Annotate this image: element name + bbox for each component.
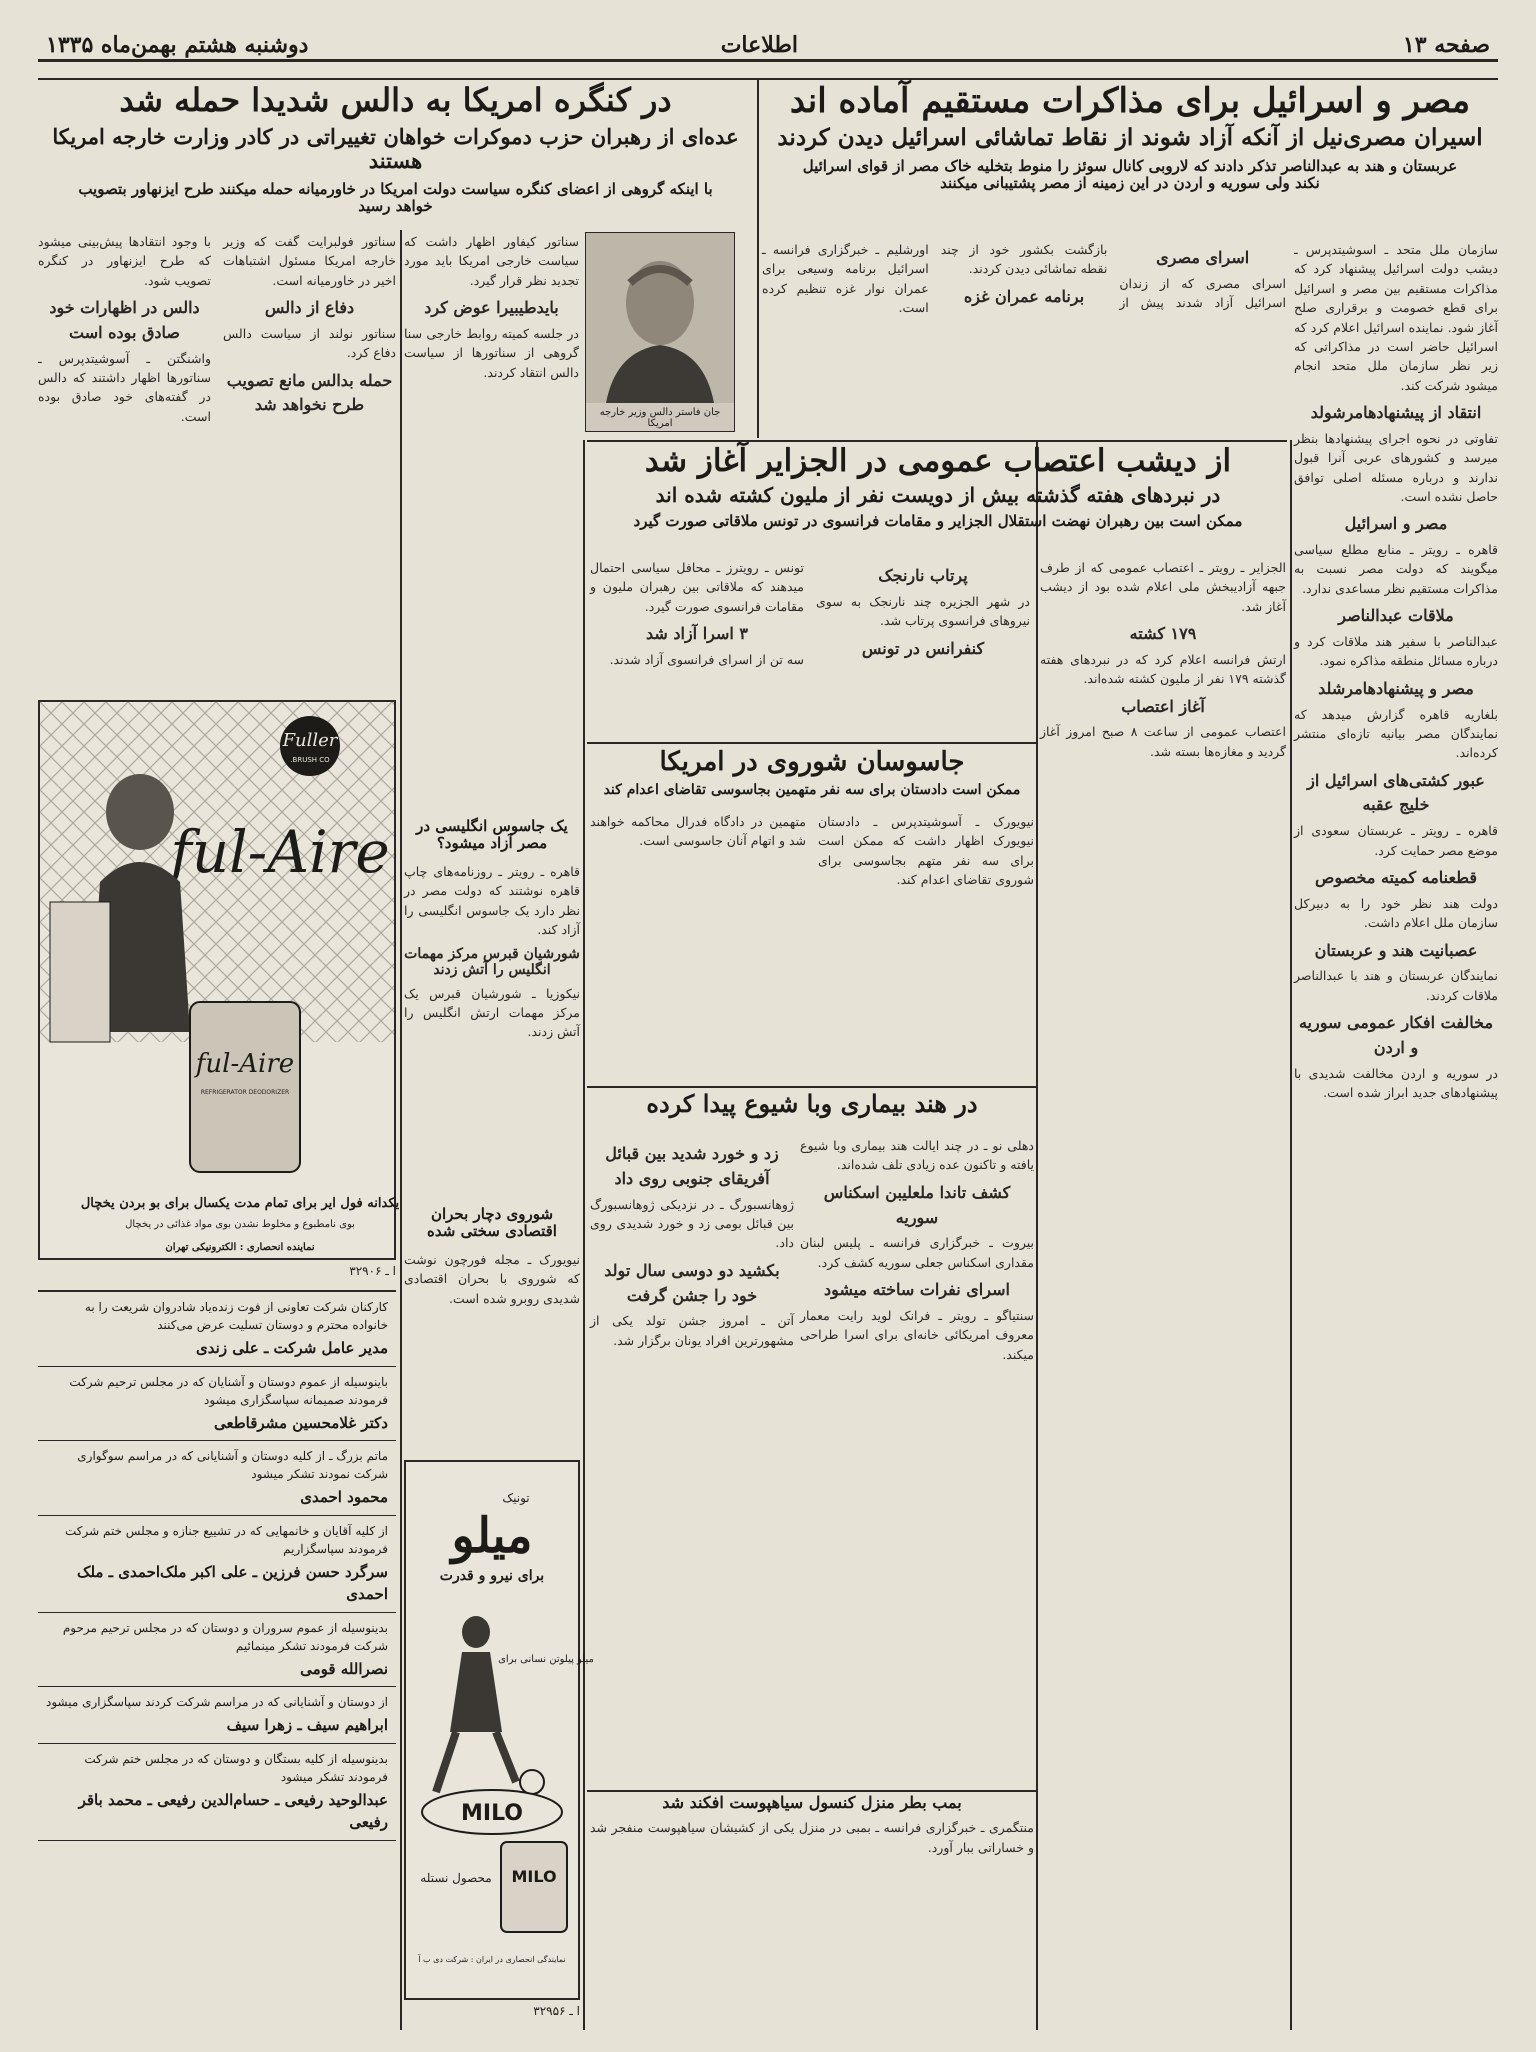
page-number: صفحه ۱۳ — [1402, 32, 1490, 58]
deck: ممکن است بین رهبران نهضت استقلال الجزایر و مقامات فرانسوی در تونس ملاقاتی صورت گیرد — [633, 511, 1243, 530]
story-soviet-head — [404, 1206, 580, 1246]
dulles-photo — [585, 232, 735, 432]
brand-logo: Fuller — [282, 730, 338, 751]
subhead: در نبردهای هفته گذشته بیش از دویست نفر از ملیون کشته شده اند — [655, 482, 1221, 507]
section-head: عصبانیت هند و عربستان — [1314, 940, 1478, 960]
section-head: ۱۷۹ کشته — [1129, 624, 1197, 644]
tagline-2: بوی نامطبوع و مخلوط نشدن بوی مواد غذائی در یخچال — [125, 1219, 355, 1230]
section-head: بایدطیبیرا عوض کرد — [424, 298, 559, 318]
section-head: مصر و اسرائیل — [1344, 514, 1448, 534]
milo-logo: MILO — [460, 1801, 524, 1826]
section-head: کنفرانس در تونس — [861, 638, 985, 658]
story-bottom: بمب بطر منزل کنسول سیاهپوست افکند شد منتگمری ـ خبرگزاری فرانسه ـ بمبی در منزل یکی از کشیشان سیاهپوست منفجر شد و خساراتی ببار آورد. — [590, 1793, 1034, 1855]
article-text: سازمان ملل متحد ـ اسوشیتدپرس ـ دیشب دولت اسرائیل پیشنهاد کرد که مذاکرات مستقیم بین مصر و اسرائیل برای قطع خصومت و برقراری صلح آغاز شود. نماینده اسرائیل اعلام کرد که اسرائیل حاضر است در مذاکراتی که زیر نظر سازمان ملل متحد انجام میشود شرکت کند. — [1294, 242, 1498, 393]
section-head: عبور کشتی‌های اسرائیل از خلیج عقبه — [1307, 770, 1485, 815]
notice-item: کارکنان شرکت تعاونی از فوت زنده‌یاد شادروان شریعت را به خانواده محترم و دوستان تسلیت عرض می‌کنند مدیر عامل شرکت ـ علی زندی — [38, 1292, 396, 1367]
story-disease-col-a: دهلی نو ـ در چند ایالت هند بیماری وبا شیوع یافته و تاکنون عده زیادی تلف شده‌اند. کشف تاندا ملعلیبن اسکناس سوریه بیروت ـ خبرگزاری فرانسه ـ پلیس لبنان مقداری اسکناس جعلی سوریه کشف کرد. اسرای نفرات ساخته میشود سنتیاگو ـ رویتر ـ فرانک لوید رایت معمار معروف امریکائی خانه‌ای برای اسرا طراحی میکند. — [800, 1138, 1034, 1362]
deck: با اینکه گروهی از اعضای کنگره سیاست دولت امریکا در خاورمیانه حمله میکنند طرح ایزنهاور بتصویب خواهد رسید — [78, 180, 713, 216]
section-head: پرتاب نارنجک — [878, 566, 968, 585]
notice-item: باینوسیله از عموم دوستان و آشنایان که در مجلس ترحیم شرکت فرمودند صمیمانه سپاسگزاری میشود دکتر غلامحسین مشرقاطعی — [38, 1367, 396, 1442]
photo-caption: جان فاستر دالس وزیر خارجه امریکا — [599, 407, 721, 429]
subhead: اسیران مصری‌نیل از آنکه آزاد شوند از نقاط تماشائی اسرائیل دیدن کردند — [777, 124, 1483, 152]
headline: از دیشب اعتصاب عمومی در الجزایر آغاز شد — [644, 443, 1232, 479]
section-head: مصر و پیشنهادهامرشلد — [1318, 678, 1474, 698]
milo-tagline: برای نیرو و قدرت — [439, 1568, 545, 1584]
story-egypt-header — [762, 82, 1498, 238]
agent: نماینده انحصاری : الکترونیکی تهران — [165, 1242, 315, 1253]
story-soviet-body: نیویورک ـ مجله فورچون نوشت که شوروی با بحران اقتصادی شدیدی روبرو شده است. — [404, 1252, 580, 1306]
notices-column — [38, 1290, 396, 2030]
section-head: ۳ اسرا آزاد شد — [646, 624, 748, 644]
headline: یک جاسوس انگلیسی در مصر آزاد میشود؟ — [416, 817, 568, 853]
story-congress-col-a: سناتور کیفاور اظهار داشت که سیاست خارجی امریکا باید مورد تجدید نظر قرار گیرد. بایدطیبیرا عوض کرد در جلسه کمیته روابط خارجی سنا گروهی از سناتورها از سیاست دالس انتقاد کردند. — [404, 234, 579, 380]
section-head: انتقاد از پیشنهادهامرشولد — [1310, 403, 1482, 422]
portrait-image — [586, 233, 734, 403]
cyprus-headline: شورشیان قبرس مرکز مهمات انگلیس را آتش زدند — [404, 945, 580, 978]
section-head: ملاقات عبدالناصر — [1338, 606, 1454, 626]
product-name: ful-Aire — [170, 818, 390, 886]
headline: جاسوسان شوروی در امریکا — [659, 747, 965, 777]
ad-milo-art — [406, 1462, 594, 1998]
section-head: دفاع از دالس — [264, 298, 355, 318]
section-head: مخالفت افکار عمومی سوریه و اردن — [1298, 1013, 1494, 1057]
paper-name: اطلاعات — [720, 32, 798, 58]
story-egypt-column-1: سازمان ملل متحد ـ اسوشیتدپرس ـ دیشب دولت اسرائیل پیشنهاد کرد که مذاکرات مستقیم بین مصر و اسرائیل برای قطع خصومت و برقراری صلح آغاز شود. نماینده اسرائیل اعلام کرد که اسرائیل حاضر است در مذاکراتی که زیر نظر سازمان ملل متحد انجام میشود شرکت کند. انتقاد از پیشنهادهامرشولد تفاوتی در نحوه اجرای پیشنهادها بنظر میرسد و کشورهای عربی آنرا قبول ندارند و درباره مسئله اصلی توافق حاصل نشده است. مصر و اسرائیل قاهره ـ رویتر ـ منابع مطلع سیاسی میگویند که دولت مصر نسبت به مذاکرات مستقیم نظر مساعدی ندارد. ملاقات عبدالناصر عبدالناصر با سفیر هند ملاقات کرد و درباره مسائل منطقه مذاکره نمود. مصر و پیشنهادهامرشلد بلغاریه قاهره گزارش میدهد که نمایندگان مصر بیانیه تازه‌ای منتشر کرده‌اند. عبور کشتی‌های اسرائیل از خلیج عقبه قاهره ـ رویتر ـ عربستان سعودی از موضع مصر حمایت کرد. قطعنامه کمیته مخصوص دولت هند نظر خود را به دبیرکل سازمان ملل اعلام داشت. عصبانیت هند و عربستان نمایندگان عربستان و هند با عبدالناصر ملاقات کردند. مخالفت افکار عمومی سوریه و اردن در سوریه و اردن مخالفت شدیدی با پیشنهادهای جدید ابراز شده است. — [1294, 242, 1498, 1101]
section-head: کشف تاندا ملعلیبن اسکناس سوریه — [823, 1182, 1011, 1227]
story-spies-header — [590, 748, 1034, 808]
ad-fuller — [38, 700, 400, 1260]
headline: مصر و اسرائیل برای مذاکرات مستقیم آماده اند — [789, 81, 1471, 121]
notice-item: از دوستان و آشنایانی که در مراسم شرکت کردند سپاسگزاری میشود ابراهیم سیف ـ زهرا سیف — [38, 1687, 396, 1744]
ad-milo — [404, 1460, 594, 2000]
story-disease-col-b: زد و خورد شدید بین قبائل آفریقای جنوبی روی داد ژوهانسبورگ ـ در نزدیکی ژوهانسبورگ بین قبائل بومی زد و خورد شدیدی روی داد. بکشید دو دوسی سال تولد خود را جشن گرفت آتن ـ امروز جشن تولد یکی از مشهورترین افراد یونان برگزار شد. — [590, 1144, 794, 1348]
subhead: ممکن است دادستان برای سه نفر متهمین بجاسوسی تقاضای اعدام کند — [603, 781, 1021, 798]
ad-milo-code: ا ـ ۳۲۹۵۶ — [533, 2004, 580, 2018]
page-header — [38, 28, 1498, 62]
milo-top: تونیک — [502, 1491, 530, 1505]
can-brand: ful-Aire — [195, 1049, 295, 1079]
deck: عربستان و هند به عبدالناصر تذکر دادند که لاروبی کانال سوئز را منوط بتخلیه خاک مصر از قوای اسرائیل نکند ولی سوریه و اردن در این زمینه از مصر پشتیبانی میکنند — [802, 156, 1458, 192]
headline: در هند بیماری وبا شیوع پیدا کرده — [646, 1089, 978, 1118]
section-head: زد و خورد شدید بین قبائل آفریقای جنوبی روی داد — [605, 1144, 779, 1188]
story-congress-col-b: سناتور فولبرایت گفت که وزیر خارجه امریکا مسئول اشتباهات اخیر در خاورمیانه است. دفاع از دالس سناتور نولند از سیاست دالس دفاع کرد. حمله بدالس مانع تصویب طرح نخواهد شد با وجود انتقادها پیش‌بینی میشود که طرح ایزنهاور در کنگره تصویب شود. دالس در اظهارات خود صادق بوده است واشنگتن ـ آسوشیتدپرس ـ سناتورها اظهار داشتند که دالس در گفته‌های خود صادق بوده است. — [38, 234, 396, 424]
section-head: آغاز اعتصاب — [1121, 696, 1205, 716]
brand-sub: BRUSH CO. — [290, 756, 330, 764]
section-head: اسرای مصری — [1156, 248, 1250, 267]
milo-footer: محصول نستله — [420, 1871, 492, 1885]
section-head: اسرای نفرات ساخته میشود — [824, 1280, 1010, 1300]
section-head: دالس در اظهارات خود صادق بوده است — [49, 298, 200, 342]
section-head: برنامه عمران غزه — [963, 286, 1085, 306]
story-egypt-columns: اسرای مصری اسرای مصری که از زندان اسرائیل آزاد شدند پیش از بازگشت بکشور خود از چند نقطه تماشائی دیدن کردند. برنامه عمران غزه اورشلیم ـ خبرگزاری فرانسه ـ اسرائیل برنامه وسیعی برای عمران نوار غزه تنظیم کرده است. — [762, 242, 1286, 316]
issue-date: دوشنبه هشتم بهمن‌ماه ۱۳۳۵ — [46, 32, 309, 58]
story-british-spy-body: قاهره ـ رویتر ـ روزنامه‌های چاپ قاهره نوشتند که دولت مصر در نظر دارد یک جاسوس انگلیسی را آزاد کند. شورشیان قبرس مرکز مهمات انگلیس را آتش زدند نیکوزیا ـ شورشیان قبرس یک مرکز مهمات ارتش انگلیس را آتش زدند. — [404, 864, 580, 1040]
story-algeria-header — [590, 444, 1286, 554]
story-algeria-col-b: پرتاب نارنجک در شهر الجزیره چند نارنجک به سوی نیروهای فرانسوی پرتاب شد. کنفرانس در تونس تونس ـ رویترز ـ محافل سیاسی احتمال میدهند که ملاقاتی بین رهبران ملیون و مقامات فرانسوی صورت گیرد. ۳ اسرا آزاد شد سه تن از اسرای فرانسوی آزاد شدند. — [590, 560, 1030, 667]
story-congress-header — [38, 82, 753, 230]
section-head: حمله بدالس مانع تصویب طرح نخواهد شد — [226, 370, 393, 415]
story-spies-body: نیویورک ـ آسوشیتدپرس ـ دادستان نیویورک اظهار داشت که ممکن است برای سه نفر متهم بجاسوسی برای شوروی تقاضای اعدام کند. متهمین در دادگاه فدرال محاکمه خواهند شد و اتهام آنان جاسوسی است. — [590, 814, 1034, 888]
notice-item: بدینوسیله از کلیه بستگان و دوستان که در مجلس ختم شرکت فرمودند تشکر میشود عبدالوحید رفیعی ـ حسام‌الدین رفیعی ـ محمد باقر رفیعی — [38, 1744, 396, 1841]
tagline: یکدانه فول ایر برای تمام مدت یکسال برای بو بردن یخچال — [80, 1196, 400, 1211]
ad-fuller-art — [40, 702, 400, 1258]
milo-title: میلو — [451, 1508, 533, 1564]
can-text: REFRIGERATOR DEODORIZER — [200, 1089, 290, 1096]
notice-item: بدینوسیله از عموم سروران و دوستان که در مجلس ترحیم مرحوم شرکت فرمودند تشکر مینمائیم نصرالله قومی — [38, 1613, 396, 1688]
ad-fuller-code: ا ـ ۳۲۹۰۶ — [349, 1264, 396, 1278]
section-head: قطعنامه کمیته مخصوص — [1315, 868, 1477, 888]
notice-item: ماتم بزرگ ـ از کلیه دوستان و آشنایانی که در مراسم سوگواری شرکت نمودند تشکر میشود محمود احمدی — [38, 1441, 396, 1516]
milo-tin: MILO — [511, 1867, 557, 1886]
milo-bottom: نمایندگی انحصاری در ایران : شرکت دی ب آ — [418, 1955, 566, 1964]
subhead: عده‌ای از رهبران حزب دموکرات خواهان تغییراتی در کادر وزارت خارجه امریکا هستند — [52, 123, 739, 173]
story-british-spy-head — [404, 818, 580, 858]
section-head: بکشید دو دوسی سال تولد خود را جشن گرفت — [604, 1260, 780, 1305]
notice-item: از کلیه آقایان و خانمهایی که در تشییع جنازه و مجلس ختم شرکت فرمودند سپاسگزاریم سرگرد حسن فرزین ـ علی اکبر ملک‌احمدی ـ ملک احمدی — [38, 1516, 396, 1613]
headline: بمب بطر منزل کنسول سیاهپوست افکند شد — [662, 1793, 962, 1812]
story-algeria-col-a: الجزایر ـ رویتر ـ اعتصاب عمومی که از طرف جبهه آزادیبخش ملی اعلام شده بود از دیشب آغاز شد. ۱۷۹ کشته ارتش فرانسه اعلام کرد که در نبردهای هفته گذشته ۱۷۹ نفر از ملیون کشته شده‌اند. آغاز اعتصاب اعتصاب عمومی از ساعت ۸ صبح امروز آغاز گردید و مغازه‌ها بسته شد. — [1040, 560, 1286, 759]
headline: شوروی دچار بحران اقتصادی سختی شده — [427, 1205, 557, 1241]
headline: در کنگره امریکا به دالس شدیدا حمله شد — [119, 81, 672, 119]
milo-side: میلو پیلوتن نسانی برای — [498, 1654, 594, 1665]
story-disease-header — [590, 1090, 1034, 1130]
